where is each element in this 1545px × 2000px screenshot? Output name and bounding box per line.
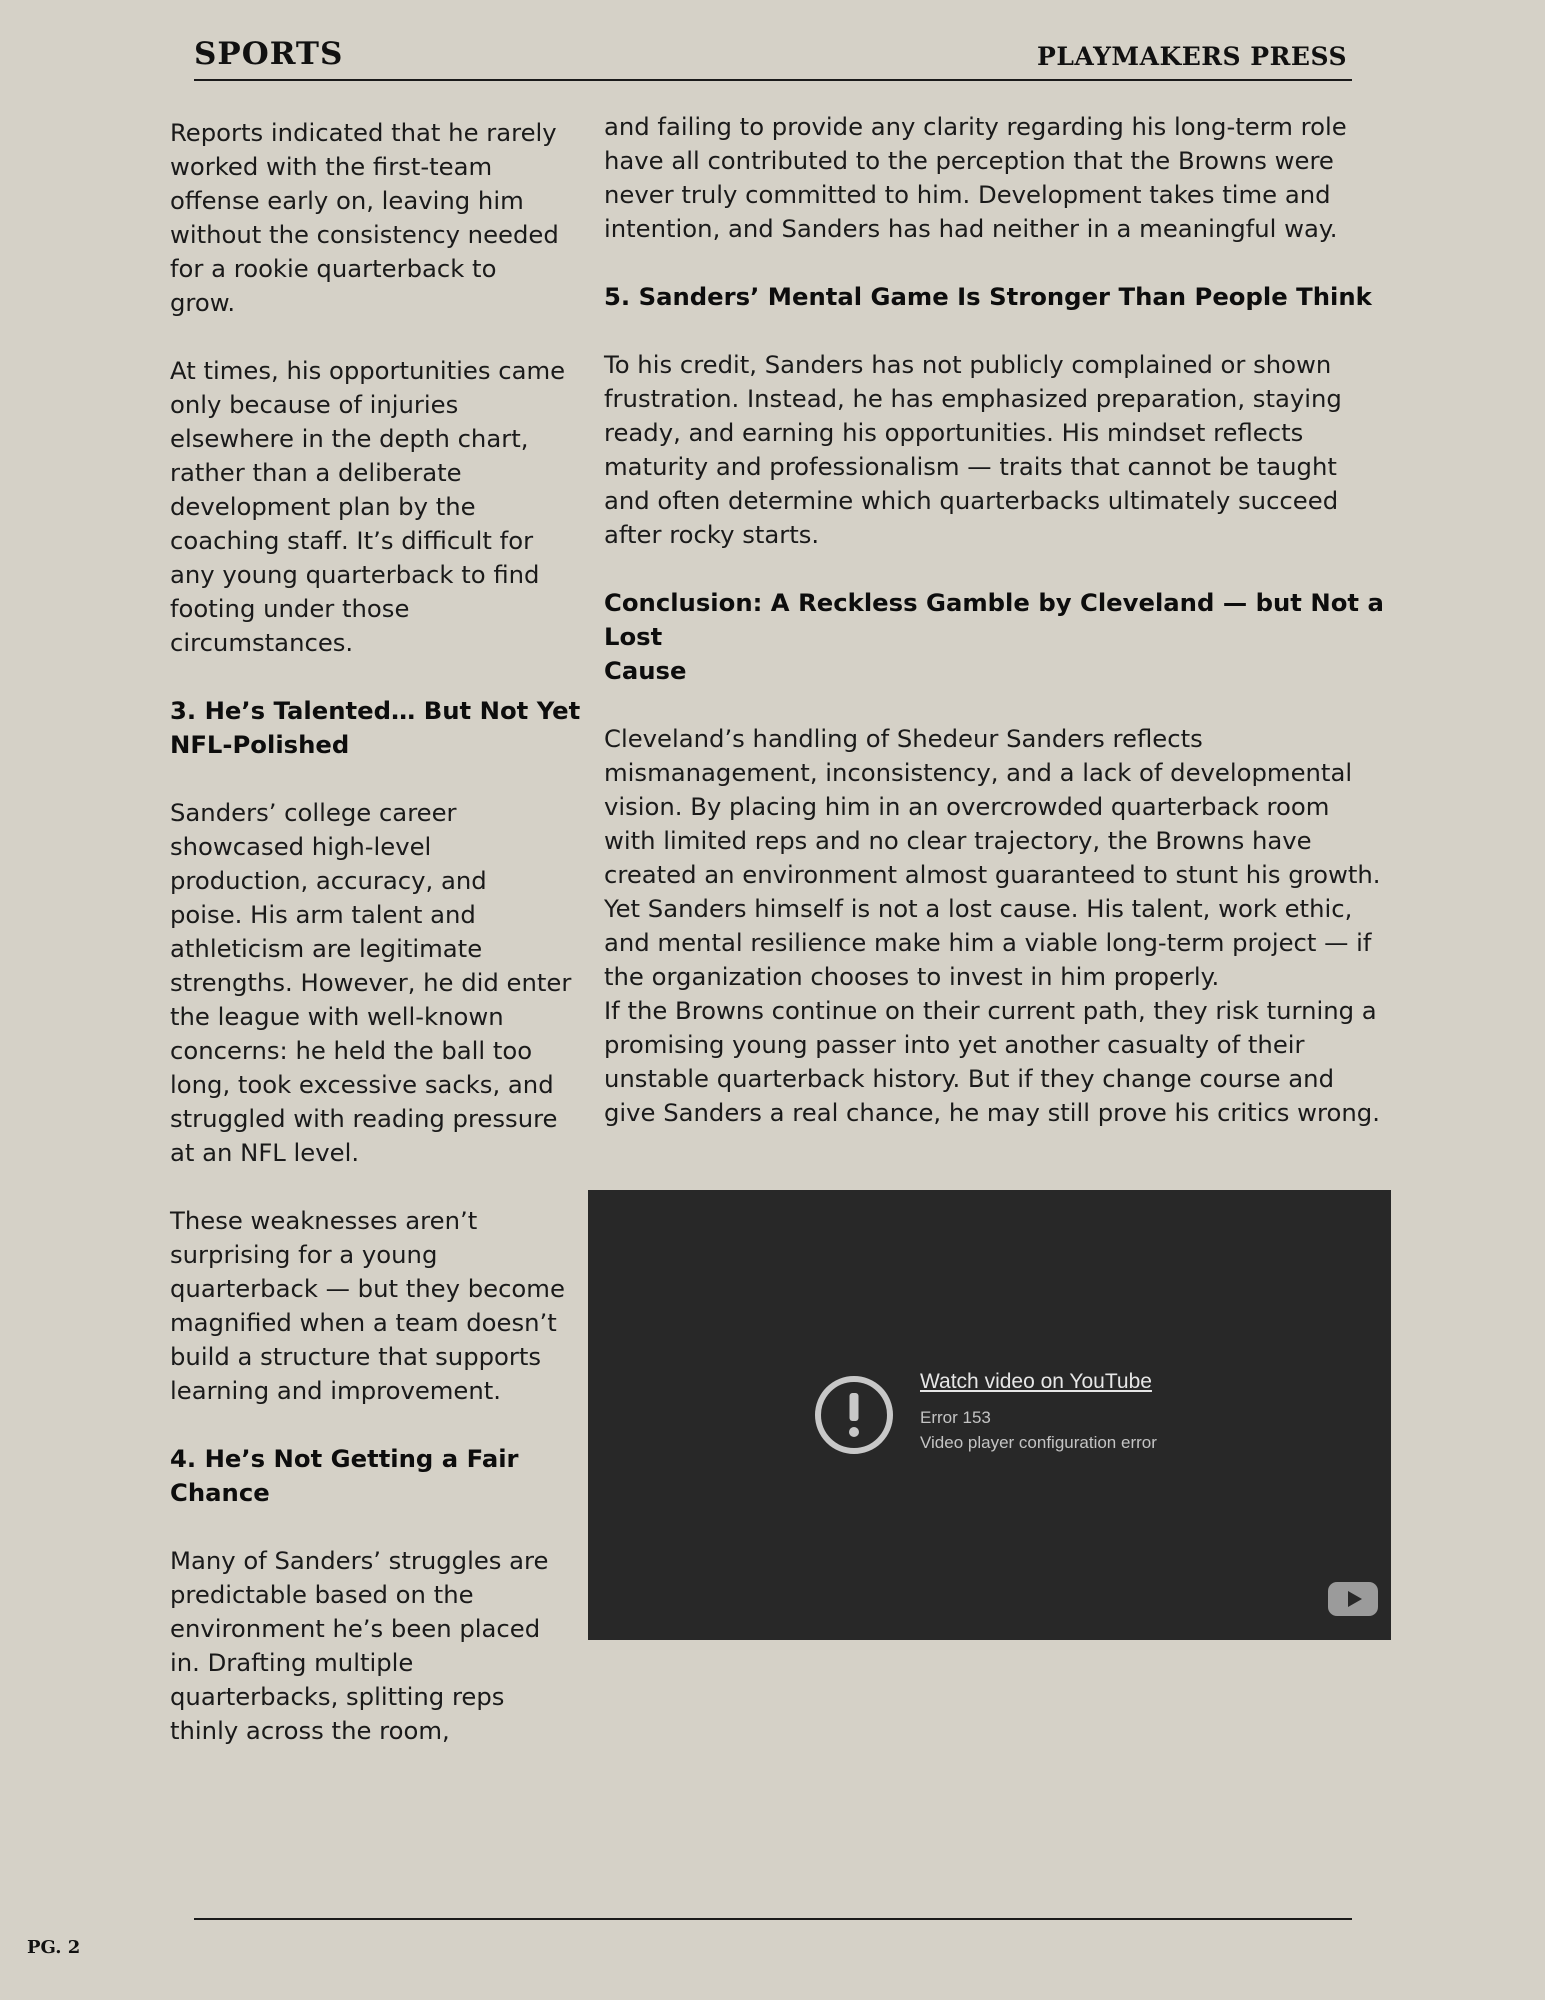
paragraph: If the Browns continue on their current path, they risk turning a promising young passer into yet another casualty of their unstable quarterback history. But if they change course and give Sanders a real chance, he may still prove his critics wrong. (604, 996, 1380, 1127)
paragraph: At times, his opportunities came only because of injuries elsewhere in the depth chart, rather than a deliberate development plan by the coaching staff. It’s difficult for any young quarterback to find footing under those circumstances. (170, 356, 566, 657)
publication-name: PLAYMAKERS PRESS (1037, 42, 1347, 71)
video-error-code: Error 153 (920, 1408, 991, 1427)
paragraph: Sanders’ college career showcased high-level production, accuracy, and poise. His arm talent and athleticism are legitimate strengths. However, he did enter the league with well-known concerns: he held the ball too long, took excessive sacks, and struggled with reading pressure at an NFL level. (170, 798, 572, 1167)
paragraph: Cleveland’s handling of Shedeur Sanders reflects mismanagement, inconsistency, and a lack of developmental vision. By placing him in an overcrowded quarterback room with limited reps and no clear trajectory, the Browns have created an environment almost guaranteed to stunt his growth. Yet Sanders himself is not a lost cause. His talent, work ethic, and mental resilience make him a viable long-term project — if the organization chooses to invest in him properly. (604, 724, 1381, 991)
section-heading: 5. Sanders’ Mental Game Is Stronger Than People Think (604, 282, 1372, 311)
section-heading: 4. He’s Not Getting a Fair Chance (170, 1444, 519, 1507)
footer-divider (194, 1918, 1352, 1920)
watch-on-youtube-link[interactable]: Watch video on YouTube (920, 1370, 1152, 1393)
conclusion-heading: Conclusion: A Reckless Gamble by Cleveland — but Not a Lost Cause (604, 588, 1384, 685)
video-embed[interactable] (588, 1190, 1391, 1640)
paragraph: These weaknesses aren’t surprising for a young quarterback — but they become magnified when a team doesn’t build a structure that supports learning and improvement. (170, 1206, 565, 1405)
section-heading: 3. He’s Talented… But Not Yet NFL-Polished (170, 696, 581, 759)
paragraph: Many of Sanders’ struggles are predictable based on the environment he’s been placed in. Drafting multiple quarterbacks, splitting reps thinly across the room, (170, 1546, 549, 1745)
paragraph: Reports indicated that he rarely worked with the first-team offense early on, leaving him without the consistency needed for a rookie quarterback to grow. (170, 118, 559, 317)
error-circle-icon (814, 1375, 894, 1455)
paragraph: To his credit, Sanders has not publicly complained or shown frustration. Instead, he has emphasized preparation, staying ready, and earning his opportunities. His mindset reflects maturity and professionalism — traits that cannot be taught and often determine which quarterbacks ultimately succeed after rocky starts. (604, 350, 1342, 549)
left-column (170, 116, 588, 1748)
section-label: SPORTS (194, 36, 344, 72)
right-column (604, 110, 1404, 1130)
video-error-message: Video player configuration error (920, 1433, 1157, 1452)
youtube-logo-icon[interactable] (1327, 1581, 1379, 1617)
paragraph: and failing to provide any clarity regarding his long-term role have all contributed to the perception that the Browns were never truly committed to him. Development takes time and intention, and Sanders has had neither in a meaningful way. (604, 112, 1347, 243)
page-number: PG. 2 (27, 1937, 81, 1958)
header-divider (194, 79, 1352, 81)
